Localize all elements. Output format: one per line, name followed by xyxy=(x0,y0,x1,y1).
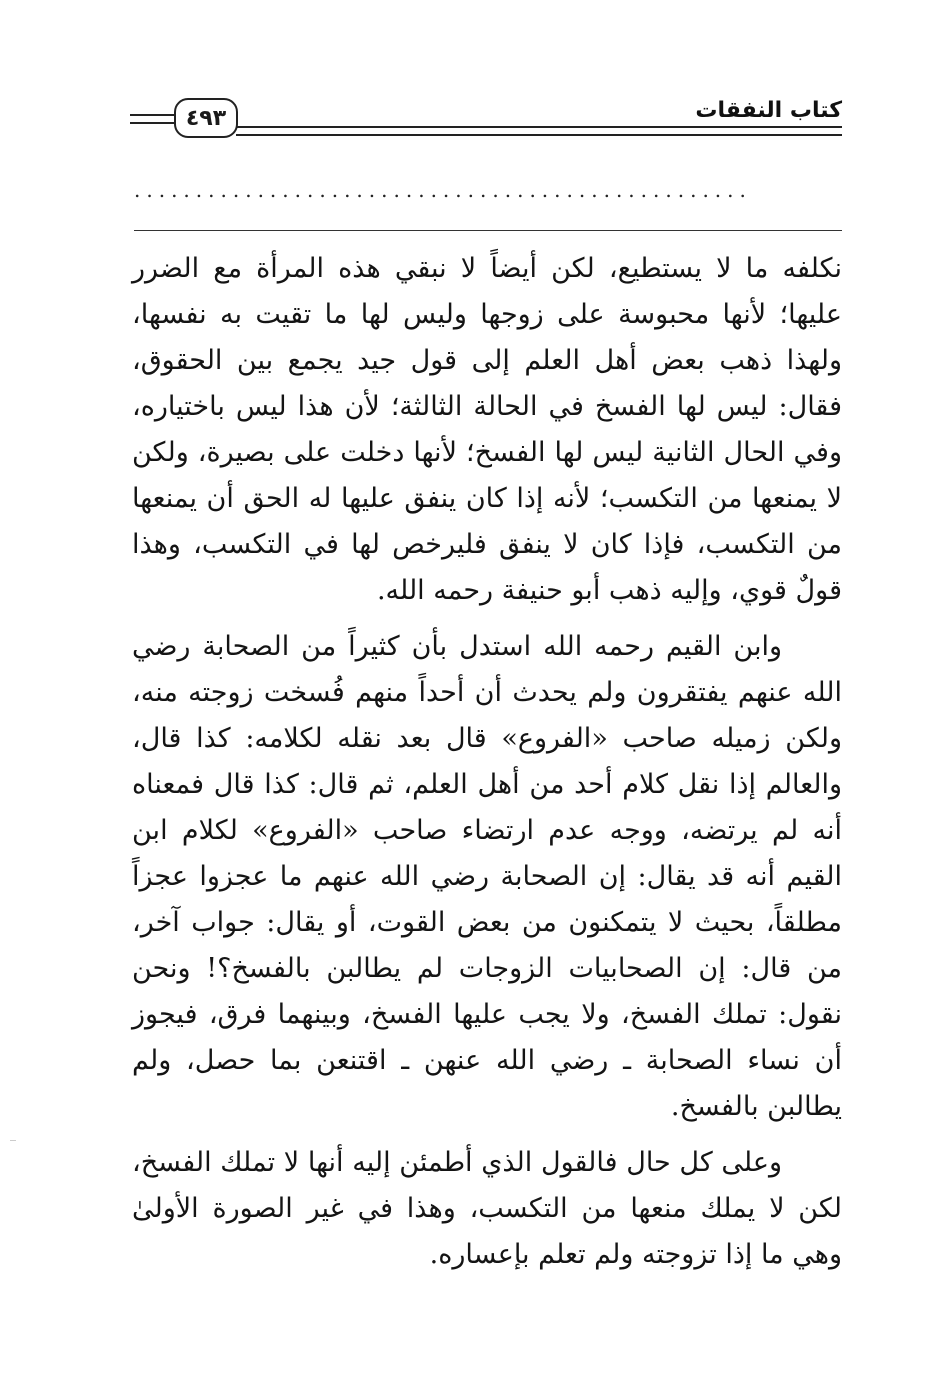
book-title: كتاب النفقات xyxy=(695,98,842,123)
header-rule-left-top xyxy=(130,114,176,116)
header-rule-right-top xyxy=(236,126,842,128)
paragraph-1: نكلفه ما لا يستطيع، لكن أيضاً لا نبقي هذه المرأة مع الضرر عليها؛ لأنها محبوسة على زوجها وليس لها ما تقيت به نفسها، ولهذا ذهب بعض أهل العلم إلى قول جيد يجمع بين الحقوق، فقال: ليس لها الفسخ في الحالة الثالثة؛ لأن هذا ليس باختياره، وفي الحال الثانية ليس لها الفسخ؛ لأنها دخلت على بصيرة، ولكن لا يمنعها من التكسب؛ لأنه إذا كان ينفق عليها له الحق أن يمنعها من التكسب، فإذا كان لا ينفق فليرخص لها في التكسب، وهذا قولٌ قوي، وإليه ذهب أبو حنيفة رحمه الله. xyxy=(132,253,842,606)
scan-margin-mark xyxy=(10,1140,16,1141)
paragraph-2: وابن القيم رحمه الله استدل بأن كثيراً من الصحابة رضي الله عنهم يفتقرون ولم يحدث أن أحداً منهم فُسخت زوجته منه، ولكن زميله صاحب «الفروع» قال بعد نقله لكلامه: كذا قال، والعالم إذا نقل كلام أحد من أهل العلم، ثم قال: كذا قال فمعناه أنه لم يرتضه، ووجه عدم ارتضاء صاحب «الفروع» لكلام ابن القيم أنه قد يقال: إن الصحابة رضي الله عنهم ما عجزوا عجزاً مطلقاً، بحيث لا يتمكنون من بعض القوت، أو يقال: جواب آخر، من قال: إن الصحابيات الزوجات لم يطالبن بالفسخ؟! ونحن نقول: تملك الفسخ، ولا يجب عليها الفسخ، وبينهما فرق، فيجوز أن نساء الصحابة ـ رضي الله عنهن ـ اقتنعن بما حصل، ولم يطالبن بالفسخ. xyxy=(132,631,842,1122)
paragraph-3: وعلى كل حال فالقول الذي أطمئن إليه أنها لا تملك الفسخ، لكن لا يملك منعها من التكسب، وهذا في غير الصورة الأولىٰ وهي ما إذا تزوجته ولم تعلم بإعساره. xyxy=(132,1147,842,1270)
page-number: ٤٩٣ xyxy=(174,98,238,138)
header-rule-left-bottom xyxy=(130,122,176,124)
section-separator-line xyxy=(134,230,842,231)
header-rule-right-bottom xyxy=(236,134,842,136)
dotted-separator: .................................................. xyxy=(134,180,752,200)
page-header xyxy=(130,96,842,144)
body-text xyxy=(132,246,842,1278)
